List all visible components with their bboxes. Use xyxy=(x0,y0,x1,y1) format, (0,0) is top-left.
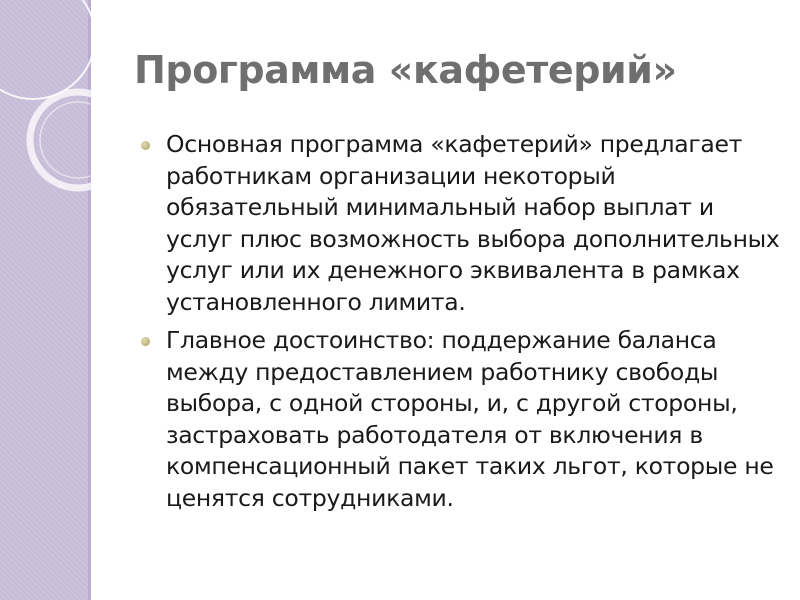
slide-title: Программа «кафетерий» xyxy=(134,48,677,92)
bullet-text: Главное достоинство: поддержание баланса между предоставлением работнику свободы выбора, с одной стороны, и, с другой стороны, застраховать работодателя от включения в компенсационный пакет таких льгот, которые не ценятся сотрудниками. xyxy=(166,326,774,512)
bullet-item-main-advantage xyxy=(138,325,786,514)
bullet-list xyxy=(138,129,786,521)
bullet-item-main-program xyxy=(138,129,786,318)
bullet-text: Основная программа «кафетерий» предлагает работникам организации некоторый обязательный минимальный набор выплат и услуг плюс возможность выбора дополнительных услуг или их денежного эквивалента в рамках установленного лимита. xyxy=(166,130,780,316)
bullet-dot-icon xyxy=(141,141,150,150)
decorative-rings-icon xyxy=(0,0,140,220)
bullet-dot-icon xyxy=(141,337,150,346)
